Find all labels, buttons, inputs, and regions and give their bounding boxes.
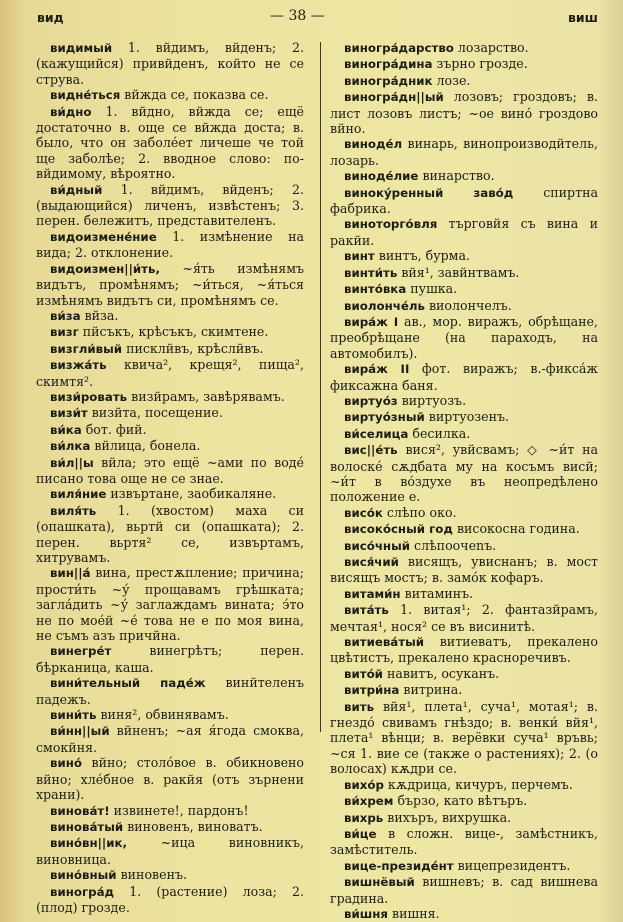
- dictionary-entry: [36, 486, 304, 502]
- entry-definition: спиртна фабрика.: [330, 184, 598, 217]
- dictionary-entry: [330, 185, 598, 217]
- entry-definition: 1. (хвостом) маха си (опашката), вьртй си (опашката); 2. перен. вьртя² се, извъртамъ, хитрувамъ.: [36, 502, 304, 565]
- dictionary-entry: [36, 308, 304, 324]
- entry-definition: зърно грозде.: [436, 56, 528, 72]
- entry-definition: бот. фий.: [85, 421, 147, 437]
- entry-definition: вйлица, бонела.: [94, 438, 201, 454]
- dictionary-entry: [330, 521, 598, 537]
- entry-headword: видне́ться: [50, 88, 121, 103]
- dictionary-entry: [330, 682, 598, 698]
- dictionary-entry: [330, 810, 598, 826]
- dictionary-entry: [36, 422, 304, 438]
- entry-headword: виногра́дарство: [344, 41, 454, 55]
- entry-headword: вице-президе́нт: [344, 858, 454, 873]
- entry-definition: ~ица виновникъ, виновница.: [36, 835, 304, 867]
- entry-headword: визг: [50, 325, 79, 340]
- dictionary-entry: [330, 634, 598, 666]
- entry-headword: виноторго́вля: [344, 217, 438, 232]
- running-head-left: вид: [37, 10, 64, 25]
- entry-headword: ви́ка: [50, 422, 82, 437]
- entry-definition: винарство.: [422, 168, 495, 184]
- dictionary-entry: [330, 361, 598, 393]
- column-divider: [320, 42, 321, 732]
- entry-definition: фот. виражъ; в.-фикса́ж фиксажна баня.: [330, 361, 598, 393]
- dictionary-entry: [36, 803, 304, 819]
- entry-definition: квича², крещя², пища², скимтя².: [36, 357, 304, 389]
- entry-definition: вицепрезидентъ.: [457, 857, 571, 873]
- dictionary-entry: [36, 261, 304, 308]
- dictionary-entry: [330, 426, 598, 442]
- entry-definition: виртуозъ.: [401, 392, 467, 408]
- entry-headword: ви́л||ы: [50, 455, 94, 470]
- entry-definition: пушка.: [410, 281, 458, 297]
- entry-headword: винто́вка: [344, 282, 407, 297]
- entry-headword: ви́селица: [344, 426, 409, 441]
- entry-definition: 1. витая¹; 2. фантазйрамъ, мечтая¹, нося² се въ висинитѣ.: [330, 602, 598, 634]
- dictionary-entry: [330, 699, 598, 777]
- entry-definition: слѣпо око.: [386, 504, 457, 520]
- dictionary-entry: [36, 357, 304, 389]
- dictionary-entry: [330, 906, 598, 922]
- entry-headword: ви́нн||ый: [50, 724, 110, 739]
- entry-definition: 1. вйдно, вйжда се; ещё достаточно в. още се вйжда доста; в. было, что он заболе́ет личеше че той ще заболѣе; 2. вводное слово: по-вйдимому, вѣроятно.: [36, 103, 304, 182]
- entry-headword: висо́чный: [344, 538, 411, 553]
- dictionary-entry: [36, 503, 304, 566]
- entry-definition: писклйвъ, крѣслйвъ.: [126, 340, 264, 356]
- dictionary-entry: [36, 405, 304, 421]
- dictionary-entry: [330, 409, 598, 425]
- dictionary-entry: [330, 586, 598, 602]
- entry-headword: вино́: [50, 756, 82, 771]
- entry-definition: винегрѣтъ; перен. бѣрканица, каша.: [36, 643, 304, 675]
- entry-headword: виногра́дн||ый: [344, 90, 444, 105]
- dictionary-entry: [330, 826, 598, 858]
- entry-headword: виногра́дник: [344, 73, 433, 88]
- entry-headword: визи́ровать: [50, 389, 128, 404]
- entry-headword: визжа́ть: [50, 358, 107, 373]
- dictionary-entry: [330, 56, 598, 72]
- right-column: [330, 40, 598, 922]
- entry-headword: вишнёвый: [344, 875, 415, 890]
- entry-headword: вино́вный: [50, 868, 117, 883]
- entry-definition: лозе.: [436, 72, 471, 88]
- entry-definition: витаминъ.: [404, 585, 474, 601]
- dictionary-entry: [330, 73, 598, 89]
- entry-headword: виля́ние: [50, 487, 107, 502]
- entry-headword: видоизмен||и́ть,: [50, 261, 160, 276]
- entry-headword: винова́тый: [50, 819, 124, 834]
- entry-definition: извинете!, пардонъ!: [113, 802, 249, 818]
- entry-definition: вися², увйсвамъ; ◇ ~и́т на волоске́ сѫдбата му на косъмъ висй; ~и́т в во́здухе въ неопредѣлено положение е.: [330, 442, 598, 505]
- dictionary-entry: [330, 89, 598, 136]
- dictionary-entry: [330, 40, 598, 56]
- entry-headword: висо́к: [344, 505, 383, 520]
- entry-headword: вини́тельный паде́ж: [50, 676, 206, 691]
- entry-headword: витри́на: [344, 683, 400, 698]
- dictionary-entry: [36, 87, 304, 103]
- entry-headword: видимый: [50, 41, 113, 55]
- entry-headword: вира́ж II: [344, 362, 410, 377]
- entry-headword: ви́дно: [50, 104, 92, 119]
- dictionary-entry: [36, 755, 304, 802]
- entry-headword: виля́ть: [50, 503, 97, 518]
- entry-definition: виновенъ.: [120, 867, 187, 883]
- dictionary-entry: [36, 341, 304, 357]
- entry-headword: виноку́ренный заво́д: [344, 185, 514, 200]
- dictionary-entry: [330, 314, 598, 361]
- entry-headword: ви́лка: [50, 439, 91, 454]
- entry-definition: визйта, посещение.: [91, 405, 223, 421]
- entry-definition: виртуозенъ.: [428, 409, 510, 425]
- entry-definition: 1. вйдимъ, вйденъ; 2. (кажущийся) привйденъ, който не се струва.: [36, 40, 304, 87]
- entry-definition: вйза.: [84, 307, 119, 323]
- entry-definition: вишневъ; в. сад вишнева градина.: [330, 874, 598, 906]
- dictionary-entry: [36, 867, 304, 883]
- entry-headword: ви́шня: [344, 906, 388, 921]
- entry-definition: лозовъ; гроздовъ; в. лист лозовъ листъ; ~ое вино́ гроздово вйно.: [330, 89, 598, 137]
- entry-definition: 1. измѣнение на вида; 2. отклонение.: [36, 228, 304, 261]
- page-number: — 38 —: [270, 8, 325, 24]
- running-head-right: виш: [568, 10, 598, 25]
- dictionary-entry: [36, 835, 304, 867]
- entry-definition: визйрамъ, завѣрявамъ.: [131, 388, 285, 404]
- entry-definition: вйжда се, показва се.: [124, 87, 269, 103]
- entry-definition: вихъръ, вихрушка.: [387, 809, 512, 825]
- dictionary-entry: [330, 554, 598, 586]
- entry-definition: бесилка.: [412, 425, 471, 441]
- dictionary-entry: [330, 393, 598, 409]
- entry-headword: виногра́д: [50, 884, 115, 899]
- entry-definition: виновенъ, виноватъ.: [127, 818, 263, 834]
- entry-headword: винти́ть: [344, 265, 398, 280]
- entry-headword: ви́дный: [50, 182, 103, 197]
- entry-definition: вйно; столо́вое в. обикновено вйно; хле́бное в. ракйя (отъ зърнени храни).: [36, 755, 304, 803]
- entry-definition: високосна година.: [456, 521, 580, 537]
- entry-definition: виня², обвинявамъ.: [100, 707, 229, 723]
- entry-definition: пйсъкъ, крѣсъкъ, скимтене.: [82, 324, 269, 340]
- entry-headword: виолонче́ль: [344, 298, 425, 313]
- entry-definition: вйненъ; ~ая я́года смоква, смокйня.: [36, 723, 304, 755]
- entry-headword: витами́н: [344, 586, 401, 601]
- dictionary-entry: [330, 442, 598, 505]
- dictionary-entry: [36, 438, 304, 454]
- entry-headword: винт: [344, 249, 375, 264]
- dictionary-entry: [330, 874, 598, 906]
- entry-headword: вин||а́: [50, 566, 91, 581]
- dictionary-entry: [36, 104, 304, 182]
- entry-definition: ~я́ть измѣнямъ видътъ, промѣнямъ; ~и́ться, ~я́ться измѣнямъ видътъ си, промѣнямъ се.: [36, 260, 304, 308]
- entry-definition: висящъ, увиснанъ; в. мост висящъ мостъ; в. замо́к кофаръ.: [330, 554, 598, 586]
- dictionary-entry: [330, 281, 598, 297]
- dictionary-entry: [330, 248, 598, 264]
- entry-headword: виноде́лие: [344, 169, 419, 184]
- entry-definition: вишня.: [392, 905, 440, 921]
- dictionary-entry: [330, 505, 598, 521]
- entry-headword: витиева́тый: [344, 635, 425, 650]
- entry-headword: вить: [344, 699, 375, 714]
- dictionary-entry: [36, 819, 304, 835]
- entry-definition: търговйя съ вина и ракйи.: [330, 216, 598, 248]
- dictionary-entry: [36, 565, 304, 643]
- entry-definition: 1. (растение) лоза; 2. (плод) грозде.: [36, 883, 304, 915]
- entry-headword: вихрь: [344, 810, 384, 825]
- entry-definition: кѫдрица, кичуръ, перчемъ.: [387, 776, 573, 792]
- entry-headword: визи́т: [50, 406, 88, 421]
- entry-definition: винтъ, бурма.: [378, 248, 470, 264]
- entry-headword: вито́й: [344, 666, 383, 681]
- dictionary-entry: [330, 666, 598, 682]
- entry-definition: вйла; это ещё ~ами по воде́ писано това още не се знае.: [36, 454, 304, 486]
- entry-definition: витиеватъ, прекалено цвѣтистъ, прекалено красноречивъ.: [330, 634, 598, 666]
- dictionary-entry: [36, 723, 304, 755]
- entry-headword: ви́за: [50, 308, 81, 323]
- dictionary-entry: [36, 643, 304, 675]
- entry-definition: в сложн. вице-, замѣстникъ, замѣститель.: [330, 825, 598, 858]
- dictionary-entry: [330, 216, 598, 248]
- entry-definition: извъртане, заобикаляне.: [110, 486, 277, 502]
- entry-headword: вино́вн||ик,: [50, 836, 127, 851]
- dictionary-entry: [330, 298, 598, 314]
- entry-headword: ви́це: [344, 826, 377, 841]
- dictionary-entry: [36, 389, 304, 405]
- entry-definition: винйтеленъ падежъ.: [36, 675, 304, 707]
- entry-definition: слѣпоочenъ.: [414, 537, 497, 553]
- entry-headword: видоизмене́ние: [50, 229, 157, 244]
- entry-headword: вихо́р: [344, 777, 384, 792]
- entry-headword: вира́ж I: [344, 314, 399, 329]
- entry-headword: визгли́вый: [50, 341, 123, 356]
- dictionary-entry: [36, 182, 304, 229]
- dictionary-entry: [330, 168, 598, 184]
- entry-headword: вис||е́ть: [344, 443, 398, 458]
- dictionary-entry: [330, 858, 598, 874]
- entry-headword: вини́ть: [50, 708, 97, 723]
- entry-definition: 1. вйдимъ, вйденъ; 2. (выдающийся) личенъ, извѣстенъ; 3. перен. бележитъ, представителенъ.: [36, 181, 304, 229]
- dictionary-entry: [36, 40, 304, 87]
- dictionary-entry: [36, 707, 304, 723]
- entry-headword: ви́хрем: [344, 794, 394, 809]
- entry-headword: виногра́дина: [344, 57, 433, 72]
- dictionary-entry: [36, 229, 304, 261]
- dictionary-entry: [330, 538, 598, 554]
- entry-definition: витрина.: [403, 682, 463, 698]
- dictionary-entry: [330, 602, 598, 634]
- entry-headword: вита́ть: [344, 603, 389, 618]
- entry-definition: ав., мор. виражъ, обрѣщане, преобрѣщане (на параходъ, на автомобилъ).: [330, 313, 598, 361]
- entry-headword: високо́сный год: [344, 522, 453, 537]
- entry-definition: винарь, винопроизводйтель, лозарь.: [330, 136, 598, 168]
- dictionary-entry: [330, 777, 598, 793]
- left-column: [36, 40, 304, 915]
- dictionary-entry: [330, 265, 598, 281]
- entry-headword: винова́т!: [50, 803, 110, 818]
- dictionary-entry: [36, 675, 304, 707]
- entry-definition: виолончелъ.: [428, 297, 512, 313]
- entry-headword: виртуо́з: [344, 393, 398, 408]
- entry-headword: вися́чий: [344, 555, 399, 569]
- entry-headword: виртуо́зный: [344, 410, 425, 425]
- dictionary-entry: [330, 136, 598, 168]
- entry-definition: лозарство.: [457, 40, 529, 55]
- entry-definition: навитъ, осуканъ.: [386, 665, 500, 681]
- entry-headword: винегре́т: [50, 644, 112, 659]
- dictionary-entry: [330, 793, 598, 809]
- dictionary-entry: [36, 455, 304, 487]
- dictionary-entry: [36, 324, 304, 340]
- entry-headword: виноде́л: [344, 137, 403, 152]
- entry-definition: вйя¹, плета¹, суча¹, мотая¹; в. гнездо́ свивамъ гнѣздо; в. венки́ вйя¹, плета¹ вѣнци; в. верёвки суча¹ връвь; ~ся 1. вие се (также о растениях); 2. (о волосах) кѫдри се.: [330, 698, 598, 777]
- entry-definition: вина, престѫпление; причина; прости́ть ~у́ прощавамъ грѣшката; загла́дить ~у́ заглаждамъ вината; э́то не по мое́й ~е́ това не е по моя вина, не съмъ азъ причйна.: [36, 565, 304, 644]
- entry-definition: бързо, като вѣтъръ.: [397, 793, 528, 809]
- entry-definition: вйя¹, завйнтвамъ.: [401, 264, 520, 280]
